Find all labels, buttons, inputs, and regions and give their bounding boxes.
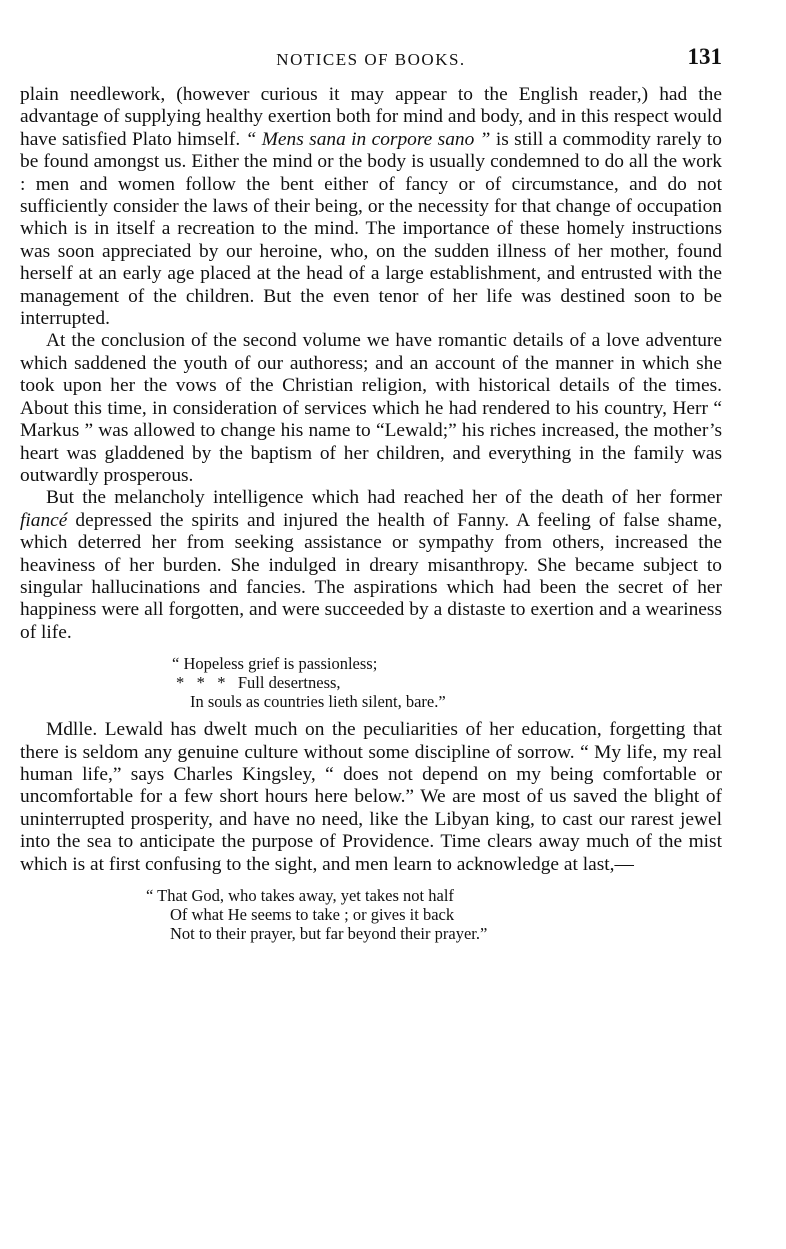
paragraph-second-volume: At the conclusion of the second volume we have romantic details of a love adventure which saddened the youth of our authoress; and an account of the manner in which she took upon her the vows of the Christian religion, with historical details of the times. About this time, in consideration of services which he had rendered to his country, Herr “ Markus ” was allowed to change his name to “Lewald;” his riches increased, the mother’s heart was gladdened by the baptism of her children, and everything in the family was outwardly prosperous. [20, 330, 722, 486]
running-header [20, 44, 722, 84]
italic-word: fiancé [20, 509, 68, 531]
verse-line: “ Hopeless grief is passionless; [172, 654, 378, 674]
paragraph-continued [20, 84, 722, 330]
page-number: 131 [687, 44, 722, 69]
verse-line: Not to their prayer, but far beyond their prayer.” [170, 924, 488, 943]
latin-quote: “ Mens sana in corpore sano ” [245, 128, 491, 150]
verse-line: Of what He seems to take ; or gives it back [170, 905, 455, 924]
paragraph-lewald-education: Mdlle. Lewald has dwelt much on the peculiarities of her education, forgetting that there is seldom any genuine culture without some discipline of sorrow. “ My life, my real human life,” says Charles Kingsley, “ does not depend on my being comfortable or uncomfortable for a few short hours here below.” We are most of us saved the blight of uninterrupted prosperity, and have no need, like the Libyan king, to cast our rarest jewel into the sea to anticipate the purpose of Providence. Time clears away much of the mist which is at first confusing to the sight, and men learn to acknowledge at last,— [20, 719, 722, 875]
verse-quotation-god [146, 886, 722, 943]
paragraph-melancholy [20, 487, 722, 644]
paragraph-text: plain needlework, (however curious it may appear to the English reader,) had the advantage of supplying healthy exertion both for mind and body, and in this respect would have satisfied Plato himself. [20, 84, 722, 150]
verse-line: In souls as countries lieth silent, bare.” [190, 692, 446, 712]
verse-line: “ That God, who takes away, yet takes not half [146, 886, 454, 905]
verse-line: * * * Full desertness, [176, 673, 341, 693]
paragraph-text: is still a commodity rarely to be found amongst us. Either the mind or the body is usually condemned to do all the work : men and women follow the bent either of fancy or of circumstance, and do not sufficiently consider the laws of their being, or the necessity for that change of occupation which is in itself a recreation to the mind. The importance of these homely instructions was soon appreciated by our heroine, who, on the sudden illness of her mother, found herself at an early age placed at the head of a large establishment, and entrusted with the management of the children. But the even tenor of her life was destined soon to be interrupted. [20, 128, 722, 330]
paragraph-text: depressed the spirits and injured the health of Fanny. A feeling of false shame, which deterred her from seeking assistance or sympathy from others, increased the heaviness of her burden. She indulged in dreary misanthropy. She became subject to singular hallucinations and fancies. The aspirations which had been the secret of her happiness were all forgotten, and were succeeded by a distaste to exertion and a weariness of life. [20, 509, 722, 643]
paragraph-text: But the melancholy intelligence which had reached her of the death of her former [46, 487, 722, 509]
book-page [20, 44, 722, 943]
verse-quotation-grief [172, 654, 722, 711]
running-title: NOTICES OF BOOKS. [276, 50, 466, 69]
